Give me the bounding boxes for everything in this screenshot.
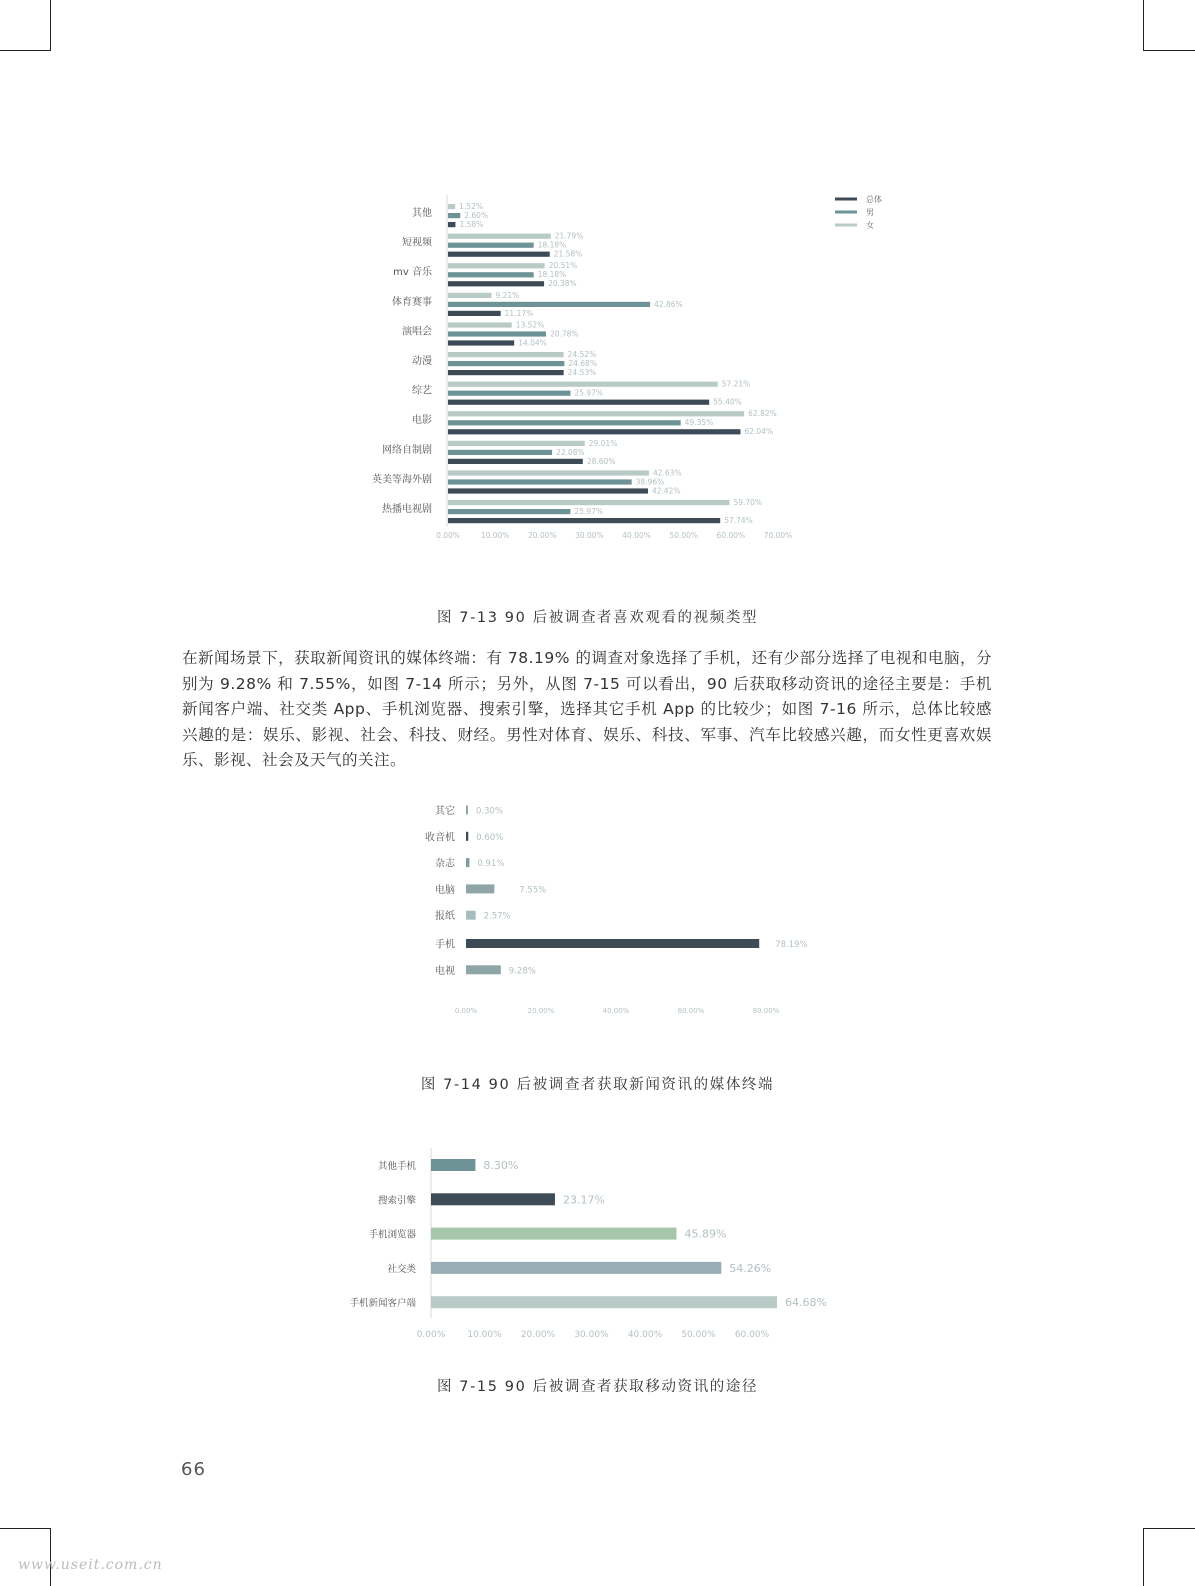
data-label: 42.42% [651, 486, 681, 496]
bar-4 [431, 1296, 777, 1308]
category-label: 其他手机 [377, 1161, 416, 1172]
x-tick-label: 60.00% [716, 531, 746, 540]
data-label: 20.38% [548, 279, 577, 289]
category-label: 体育赛事 [392, 296, 432, 308]
data-label: 18.18% [537, 270, 567, 280]
category-label: 热播电视剧 [382, 504, 432, 515]
category-label: 短视频 [402, 237, 432, 249]
x-tick-label: 80.00% [752, 1007, 780, 1015]
data-label: 59.70% [733, 498, 763, 507]
data-label: 11.17% [504, 308, 534, 318]
data-label: 62.04% [744, 427, 774, 437]
crop-mark-bottom-right [1143, 1528, 1195, 1586]
category-label: 电视 [435, 965, 455, 977]
data-label: 20.78% [549, 329, 579, 339]
x-tick-label: 20.00% [527, 1007, 555, 1015]
category-label: 英美等海外剧 [372, 474, 432, 486]
category-label: 其它 [435, 806, 455, 817]
x-tick-label: 20.00% [520, 1330, 556, 1340]
bar-1 [431, 1193, 555, 1205]
x-tick-label: 50.00% [681, 1330, 716, 1340]
x-tick-label: 0.00% [436, 531, 460, 540]
x-tick-label: 60.00% [677, 1007, 705, 1015]
category-label: 手机新闻客户端 [349, 1298, 416, 1310]
x-tick-label: 60.00% [734, 1330, 770, 1340]
data-label: 57.74% [724, 516, 753, 525]
category-label: 手机浏览器 [368, 1229, 416, 1241]
data-label: 9.28% [508, 966, 536, 977]
data-label: 13.52% [515, 320, 545, 330]
caption-fig-7-14: 图 7-14 90 后被调查者获取新闻资讯的媒体终端 [420, 1077, 775, 1093]
data-label: 0.60% [476, 832, 504, 843]
data-label: 20.51% [548, 261, 578, 271]
data-label: 42.63% [652, 468, 682, 478]
data-label: 7.55% [519, 885, 547, 896]
data-label: 29.01% [588, 438, 618, 448]
category-label: 其他 [412, 208, 432, 219]
watermark: www.useit.com.cn [18, 1557, 163, 1573]
category-label: 社交类 [387, 1263, 416, 1275]
data-label: 57.21% [721, 379, 751, 389]
legend-label: 男 [866, 208, 874, 217]
data-label: 38.96% [635, 477, 665, 487]
category-label: 网络自制剧 [382, 444, 432, 456]
category-label: 搜索引擎 [377, 1195, 416, 1207]
data-label: 55.40% [713, 397, 742, 407]
data-label: 62.82% [748, 409, 777, 419]
data-label: 22.08% [556, 447, 585, 457]
x-tick-label: 30.00% [574, 1330, 609, 1340]
category-label: 电脑 [435, 884, 455, 896]
category-label: 手机 [435, 939, 455, 951]
category-label: 演唱会 [402, 326, 432, 338]
caption-fig-7-13: 图 7-13 90 后被调查者喜欢观看的视频类型 [436, 610, 759, 626]
category-label: 综艺 [412, 385, 432, 397]
data-label: 64.68% [785, 1296, 827, 1310]
x-tick-label: 30.00% [575, 531, 604, 540]
data-label: 1.58% [459, 220, 484, 229]
legend-label: 女 [866, 221, 874, 230]
data-label: 49.35% [684, 418, 714, 428]
caption-fig-7-15: 图 7-15 90 后被调查者获取移动资讯的途径 [436, 1379, 759, 1395]
x-tick-label: 50.00% [669, 531, 699, 540]
data-label: 14.04% [518, 338, 547, 348]
x-tick-label: 0.00% [454, 1007, 478, 1015]
data-label: 2.60% [464, 211, 489, 220]
data-label: 24.52% [567, 350, 597, 359]
x-tick-label: 70.00% [763, 531, 793, 540]
legend-label: 总体 [866, 195, 882, 204]
x-tick-label: 40.00% [602, 1007, 630, 1015]
data-label: 23.17% [562, 1193, 605, 1207]
data-label: 24.68% [568, 359, 597, 368]
data-label: 42.86% [654, 299, 683, 309]
data-label: 25.97% [574, 507, 604, 516]
data-label: 8.30% [483, 1159, 519, 1172]
page-number: 66 [181, 1459, 206, 1480]
data-label: 24.53% [567, 368, 597, 377]
data-label: 2.57% [483, 911, 511, 922]
category-label: 动漫 [412, 356, 432, 367]
data-label: 78.19% [775, 940, 808, 950]
data-label: 21.79% [554, 231, 584, 241]
x-tick-label: 40.00% [622, 531, 651, 540]
category-label: mv 音乐 [393, 267, 432, 279]
data-label: 45.89% [684, 1227, 727, 1241]
data-label: 25.97% [574, 388, 604, 398]
category-label: 杂志 [435, 858, 455, 870]
data-label: 1.52% [459, 202, 483, 211]
category-label: 收音机 [425, 832, 455, 844]
x-tick-label: 10.00% [480, 531, 510, 540]
x-tick-label: 0.00% [416, 1330, 446, 1340]
data-label: 9.21% [495, 290, 520, 300]
x-tick-label: 10.00% [467, 1330, 502, 1340]
bar-2 [431, 1228, 677, 1240]
x-tick-label: 20.00% [527, 531, 557, 540]
category-label: 报纸 [435, 911, 455, 923]
data-label: 54.26% [729, 1261, 772, 1275]
x-tick-label: 40.00% [627, 1330, 663, 1340]
body-paragraph: 在新闻场景下，获取新闻资讯的媒体终端：有 78.19% 的调查对象选择了手机，还有少部分选择了电视和电脑，分别为 9.28% 和 7.55%，如图 7-14 所示；另外，从图 7-15 可以看出，90 后获取移动资讯的途径主要是：手机新闻客户端、社交类 App、手机浏览器、搜索引擎，选择其它手机 App 的比较少；如图 7-16 所示，总体比较感兴趣的是：娱乐、影视、社会、科技、财经。男性对体育、娱乐、科技、军事、汽车比较感兴趣，而女性更喜欢娱乐、影视、社会及天气的关注。 [182, 649, 992, 769]
bar-3 [431, 1262, 721, 1274]
data-label: 21.58% [553, 249, 583, 259]
category-label: 电影 [412, 415, 432, 427]
data-label: 0.91% [477, 859, 505, 870]
data-label: 18.18% [537, 240, 567, 250]
data-label: 0.30% [476, 806, 504, 817]
data-label: 28.60% [586, 456, 616, 466]
bar-0 [431, 1159, 475, 1171]
